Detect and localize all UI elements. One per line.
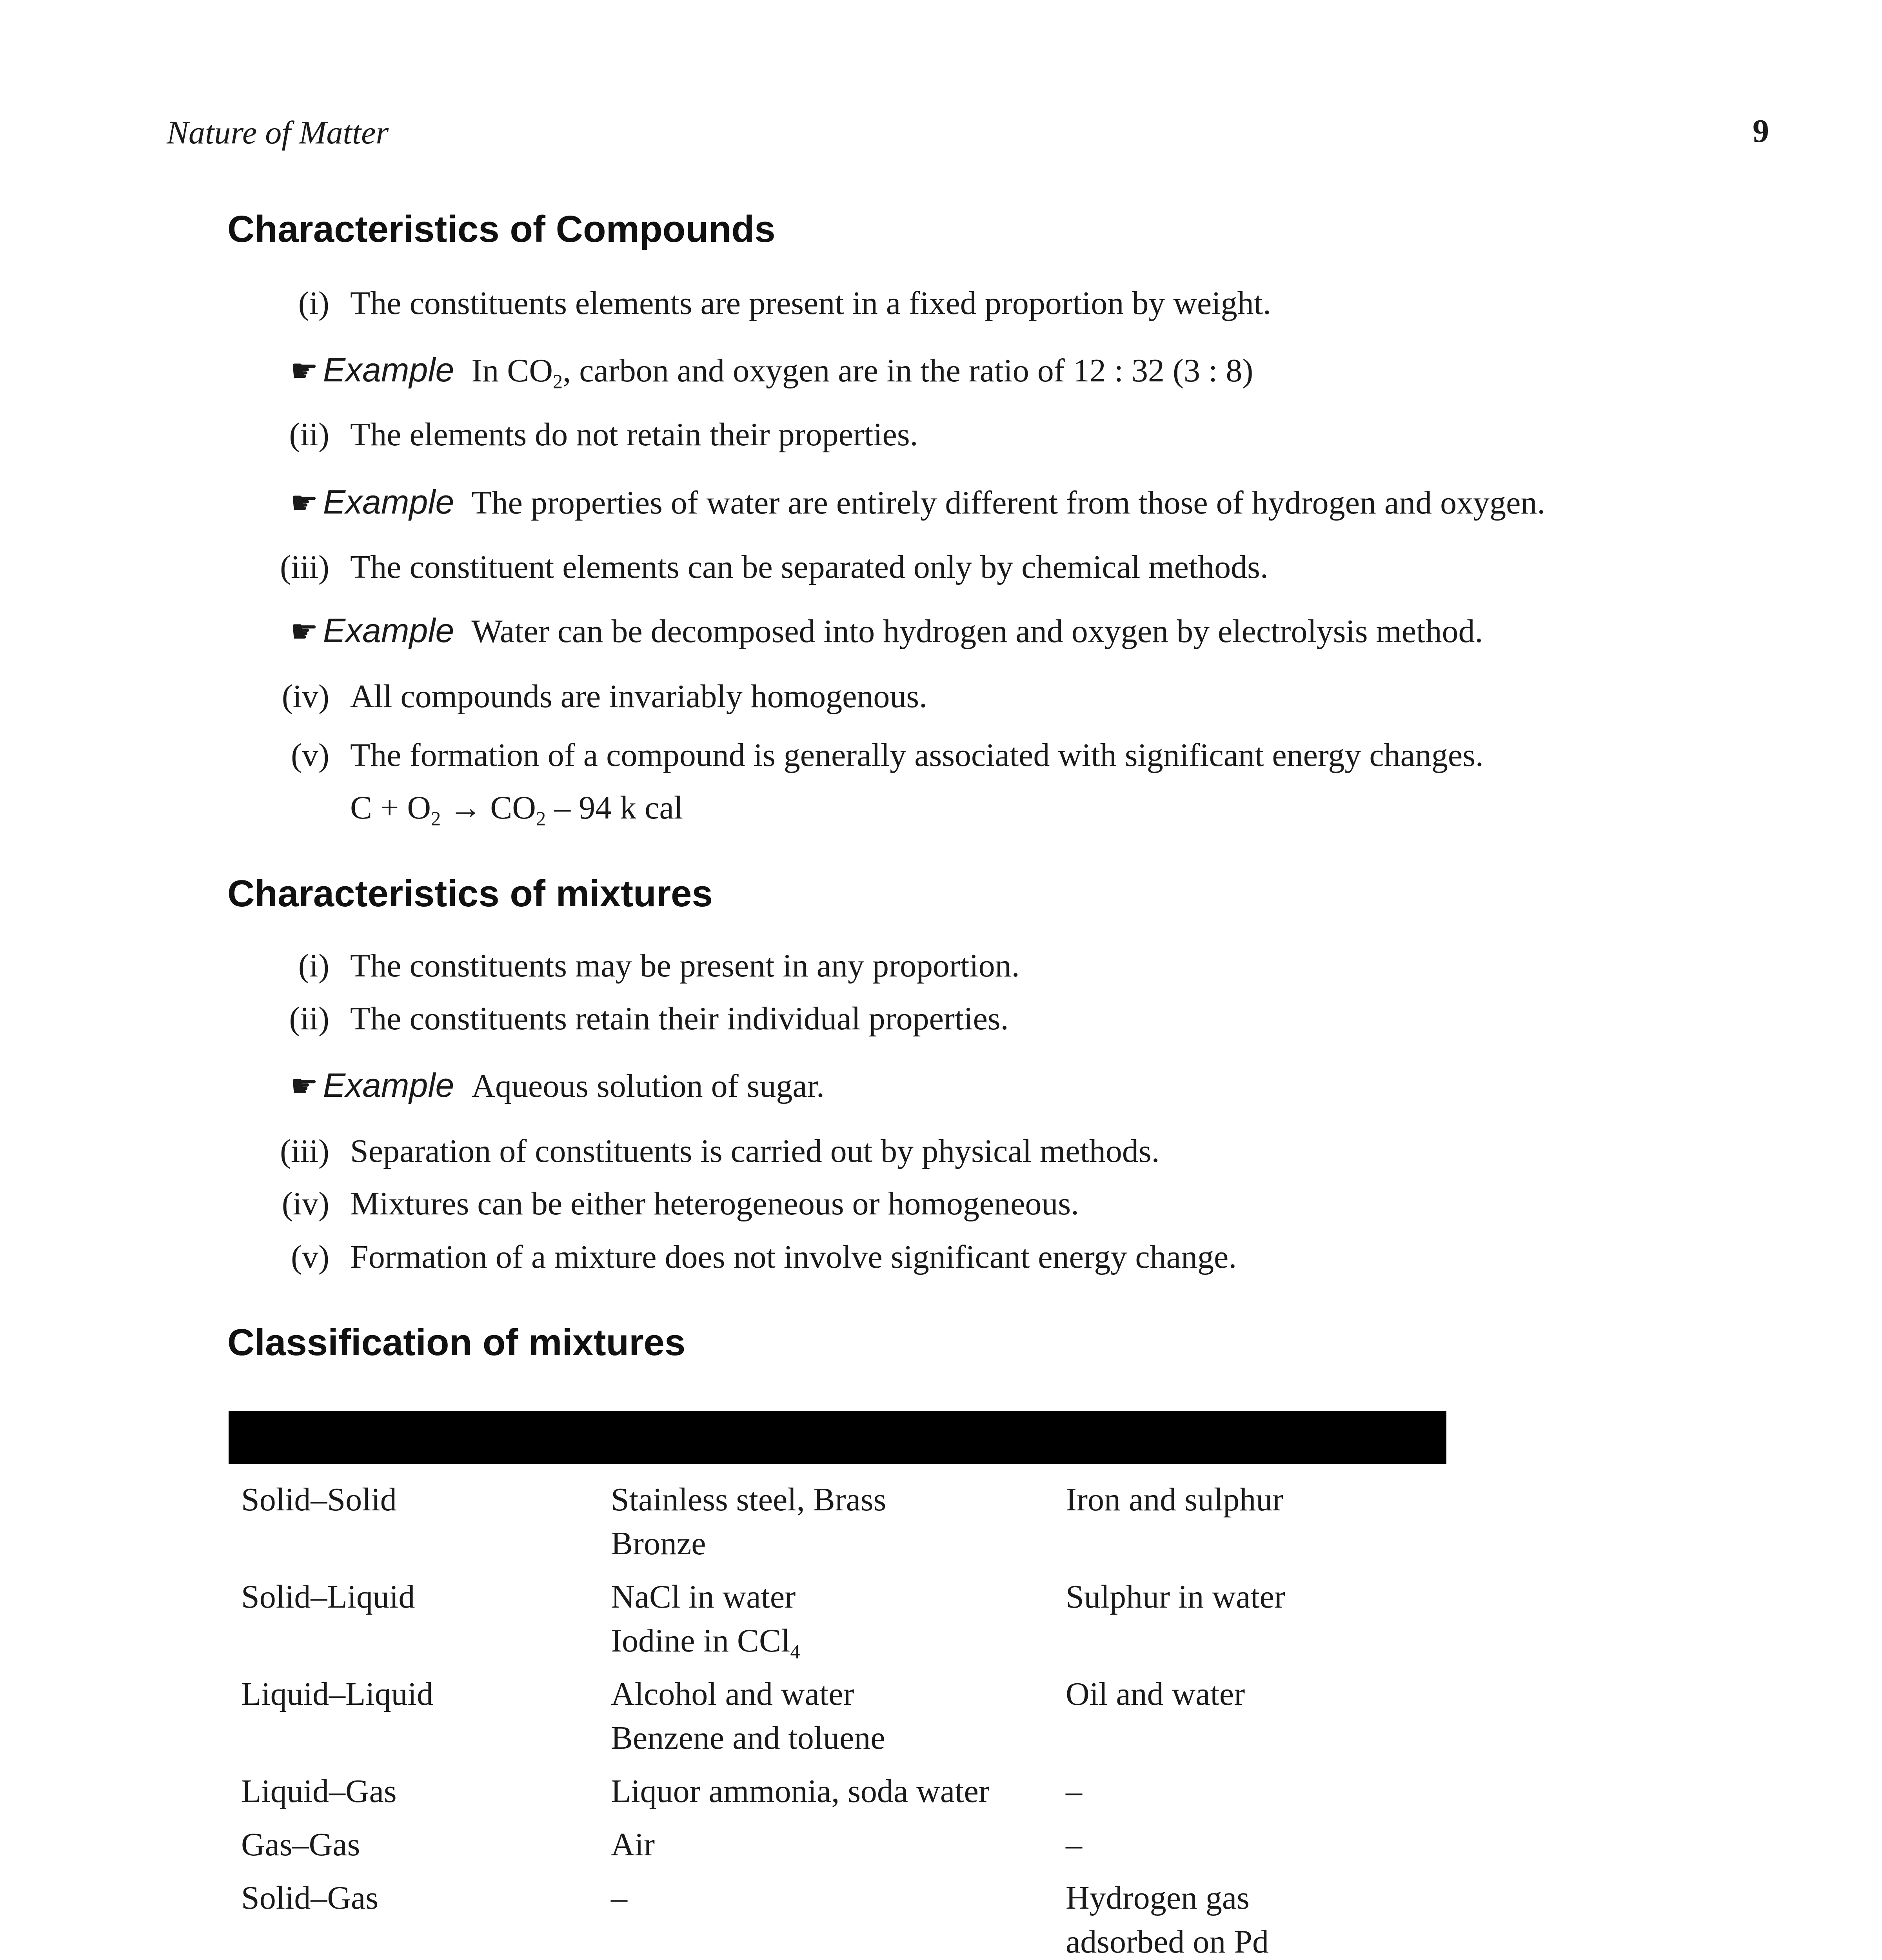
list-item: Separation of constituents is carried out by physical methods.	[350, 1133, 1160, 1169]
list-number: (iv)	[282, 1185, 329, 1222]
example-row	[290, 612, 1483, 650]
list-number: (ii)	[289, 1000, 329, 1037]
list-item: The constituents elements are present in a fixed proportion by weight.	[350, 285, 1272, 321]
table-cell-heterogeneous: Hydrogen gas	[1066, 1880, 1250, 1916]
table-cell-type: Liquid–Liquid	[241, 1676, 433, 1712]
list-item: The constituent elements can be separated only by chemical methods.	[350, 549, 1268, 585]
example-text: The properties of water are entirely different from those of hydrogen and oxygen.	[471, 485, 1546, 521]
list-item: All compounds are invariably homogenous.	[350, 678, 928, 715]
example-row	[290, 483, 1545, 522]
list-number: (i)	[298, 947, 329, 984]
example-label: Example	[323, 351, 454, 389]
list-number: (iii)	[280, 549, 329, 585]
list-number: (v)	[291, 1239, 329, 1275]
example-text: Water can be decomposed into hydrogen and oxygen by electrolysis method.	[471, 613, 1483, 650]
table-cell-type: Solid–Gas	[241, 1880, 379, 1916]
list-item: The elements do not retain their properties.	[350, 416, 918, 453]
table-cell-heterogeneous: Sulphur in water	[1066, 1579, 1285, 1615]
table-cell-homogeneous: Air	[611, 1826, 655, 1863]
pointing-hand-icon: ☛	[290, 1068, 318, 1104]
pointing-hand-icon: ☛	[290, 485, 318, 521]
mixtures-heading: Characteristics of mixtures	[227, 873, 713, 915]
table-cell-type: Solid–Solid	[241, 1481, 397, 1518]
list-item: Formation of a mixture does not involve significant energy change.	[350, 1239, 1237, 1275]
list-number: (iv)	[282, 678, 329, 715]
page-number: 9	[1753, 113, 1769, 149]
example-label: Example	[323, 483, 454, 521]
table-cell-homogeneous: Iodine in CCl$_4$	[611, 1622, 800, 1663]
list-item: The formation of a compound is generally associated with significant energy changes.	[350, 737, 1484, 773]
table-cell-heterogeneous: adsorbed on Pd	[1066, 1924, 1269, 1960]
equation: $C + O_2 \to CO_2 - 94$ k cal	[350, 789, 683, 830]
list-item: Mixtures can be either heterogeneous or homogeneous.	[350, 1185, 1079, 1222]
example-label: Example	[323, 1067, 454, 1104]
table-cell-homogeneous: Alcohol and water	[611, 1676, 854, 1712]
list-number: (iii)	[280, 1133, 329, 1169]
classification-heading: Classification of mixtures	[227, 1321, 686, 1363]
table-cell-heterogeneous: –	[1066, 1773, 1082, 1809]
table-cell-homogeneous: –	[611, 1880, 627, 1916]
example-row	[290, 351, 1253, 393]
example-text: Aqueous solution of sugar.	[471, 1068, 825, 1104]
compounds-heading: Characteristics of Compounds	[227, 208, 776, 250]
table-cell-homogeneous: NaCl in water	[611, 1579, 796, 1615]
list-item: The constituents may be present in any proportion.	[350, 947, 1020, 984]
table-header-bar	[229, 1411, 1446, 1464]
table-cell-heterogeneous: –	[1066, 1826, 1082, 1863]
running-head: Nature of Matter	[167, 114, 389, 151]
list-number: (v)	[291, 737, 329, 773]
pointing-hand-icon: ☛	[290, 352, 318, 389]
table-cell-type: Liquid–Gas	[241, 1773, 397, 1809]
example-label: Example	[323, 612, 454, 650]
table-cell-homogeneous: Benzene and toluene	[611, 1720, 885, 1756]
example-text: In $CO_2$, carbon and oxygen are in the ratio of 12 : 32 (3 : 8)	[471, 352, 1253, 393]
table-cell-homogeneous: Stainless steel, Brass	[611, 1481, 887, 1518]
example-row	[290, 1066, 825, 1105]
table-cell-homogeneous: Liquor ammonia, soda water	[611, 1773, 990, 1809]
table-cell-heterogeneous: Oil and water	[1066, 1676, 1245, 1712]
table-cell-homogeneous: Bronze	[611, 1525, 706, 1562]
table-cell-type: Gas–Gas	[241, 1826, 360, 1863]
list-number: (ii)	[289, 416, 329, 453]
list-item: The constituents retain their individual properties.	[350, 1000, 1009, 1037]
pointing-hand-icon: ☛	[290, 613, 318, 650]
list-number: (i)	[298, 285, 329, 321]
table-cell-type: Solid–Liquid	[241, 1579, 415, 1615]
table-cell-heterogeneous: Iron and sulphur	[1066, 1481, 1284, 1518]
